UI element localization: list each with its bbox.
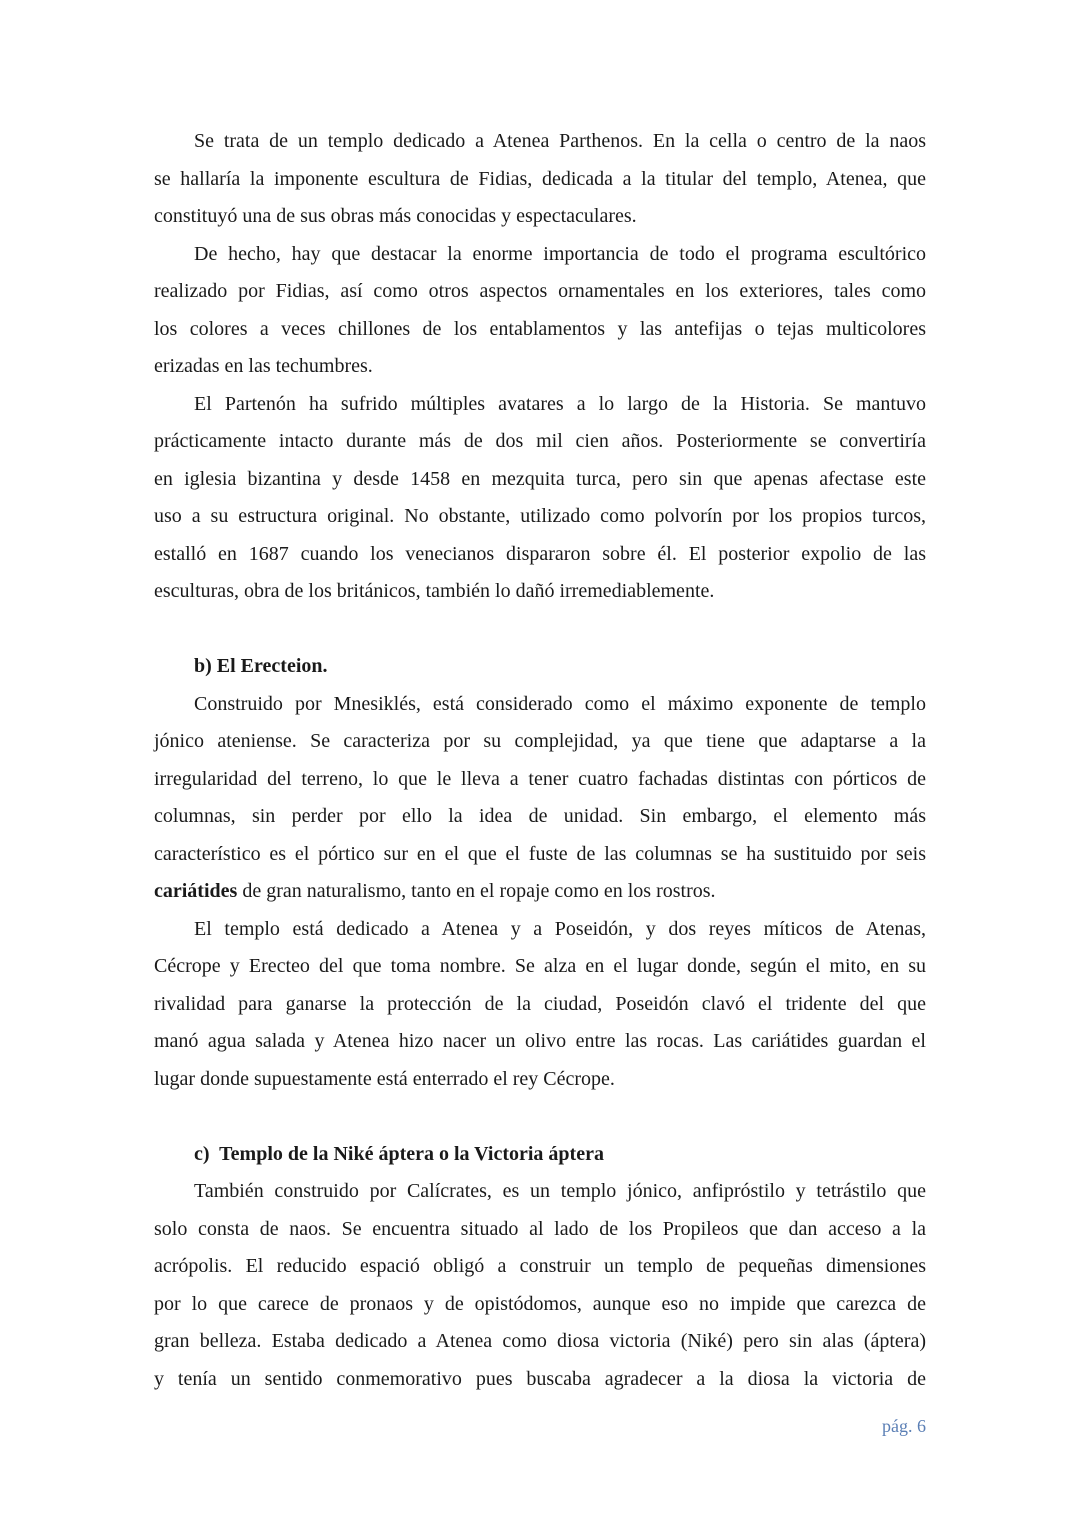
paragraph [154, 236, 926, 386]
text-line: en iglesia bizantina y desde 1458 en mezquita turca, pero sin que apenas afectase este [154, 467, 926, 490]
text-line: jónico ateniense. Se caracteriza por su complejidad, ya que tiene que adaptarse a la [154, 730, 926, 752]
section-heading-b: b) El Erecteion. [194, 655, 328, 677]
paragraph [154, 386, 926, 611]
text-line: rivalidad para ganarse la protección de la ciudad, Poseidón clavó el tridente del que [154, 992, 926, 1015]
text-line: característico es el pórtico sur en el que el fuste de las columnas se ha sustituido por seis [154, 842, 926, 865]
text-line: esculturas, obra de los británicos, también lo dañó irremediablemente. [154, 580, 715, 602]
document-body [154, 123, 926, 1398]
text-line: prácticamente intacto durante más de dos mil cien años. Posteriormente se convertiría [154, 430, 926, 452]
text-line: solo consta de naos. Se encuentra situado al lado de los Propileos que dan acceso a la [154, 1217, 926, 1240]
bold-term: cariátides [154, 880, 238, 902]
text-line [154, 873, 926, 911]
text-line: uso a su estructura original. No obstante, utilizado como polvorín por los propios turcos, [154, 505, 926, 527]
text-line: se hallaría la imponente escultura de Fidias, dedicada a la titular del templo, Atenea, que [154, 167, 926, 190]
text-line: Se trata de un templo dedicado a Atenea Parthenos. En la cella o centro de la naos [194, 130, 926, 152]
text-line: estalló en 1687 cuando los venecianos dispararon sobre él. El posterior expolio de las [154, 542, 926, 565]
paragraph [154, 911, 926, 1099]
text-line: columnas, sin perder por ello la idea de unidad. Sin embargo, el elemento más [154, 805, 926, 827]
paragraph [154, 686, 926, 911]
text-line: irregularidad del terreno, lo que le lleva a tener cuatro fachadas distintas con pórticos de [154, 767, 926, 790]
text-line: realizado por Fidias, así como otros aspectos ornamentales en los exteriores, tales como [154, 280, 926, 302]
section-heading-c: c) Templo de la Niké áptera o la Victoria áptera [194, 1142, 604, 1165]
text-line: El templo está dedicado a Atenea y a Poseidón, y dos reyes míticos de Atenas, [194, 917, 926, 940]
text-line: gran belleza. Estaba dedicado a Atenea como diosa victoria (Niké) pero sin alas (áptera) [154, 1330, 926, 1352]
text-line: por lo que carece de pronaos y de opistódomos, aunque eso no impide que carezca de [154, 1292, 926, 1315]
text-line: También construido por Calícrates, es un templo jónico, anfipróstilo y tetrástilo que [194, 1180, 926, 1202]
text-span: de gran naturalismo, tanto en el ropaje como en los rostros. [237, 880, 716, 902]
text-line: constituyó una de sus obras más conocidas y espectaculares. [154, 205, 637, 227]
text-line: los colores a veces chillones de los entablamentos y las antefijas o tejas multicolores [154, 317, 926, 340]
paragraph [154, 1173, 926, 1398]
text-line: y tenía un sentido conmemorativo pues buscaba agradecer a la diosa la victoria de [154, 1367, 926, 1390]
text-line: lugar donde supuestamente está enterrado el rey Cécrope. [154, 1067, 615, 1090]
text-line: manó agua salada y Atenea hizo nacer un olivo entre las rocas. Las cariátides guardan el [154, 1030, 926, 1052]
text-line: Cécrope y Erecteo del que toma nombre. Se alza en el lugar donde, según el mito, en su [154, 955, 926, 977]
text-line: erizadas en las techumbres. [154, 355, 373, 377]
text-line: Construido por Mnesiklés, está considerado como el máximo exponente de templo [194, 692, 926, 715]
page-number: pág. 6 [882, 1416, 926, 1436]
text-line: El Partenón ha sufrido múltiples avatares a lo largo de la Historia. Se mantuvo [194, 392, 926, 415]
text-line: acrópolis. El reducido espació obligó a construir un templo de pequeñas dimensiones [154, 1255, 926, 1277]
text-line: De hecho, hay que destacar la enorme importancia de todo el programa escultórico [194, 242, 926, 265]
paragraph [154, 123, 926, 236]
